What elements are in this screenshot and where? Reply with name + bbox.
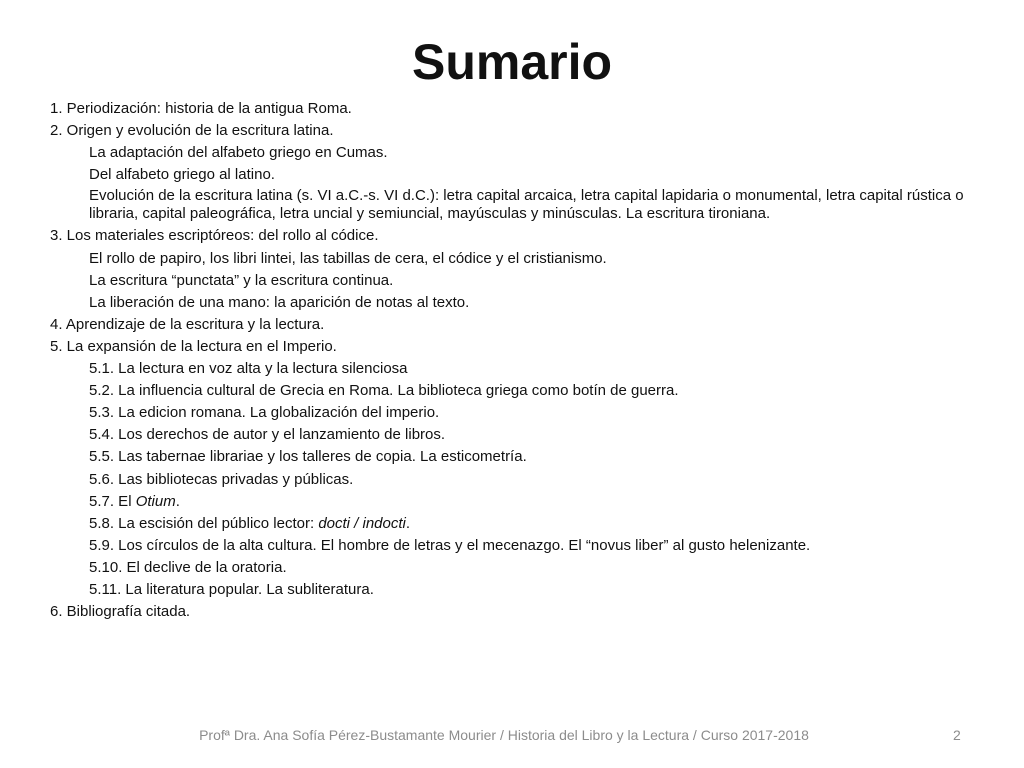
summary-subitem: Evolución de la escritura latina (s. VI a.C.-s. VI d.C.): letra capital arcaica, letra capital lapidaria o monumental, letra capital rústica o libraria, capital paleográfica, letra uncial y semiuncial, mayúsculas y minúsculas. La escritura tironiana. [89,187,964,223]
slide-footer [0,724,1024,746]
summary-subitem: 5.2. La influencia cultural de Grecia en Roma. La biblioteca griega como botín de guerra. [89,382,679,400]
summary-item: 3. Los materiales escriptóreos: del rollo al códice. [50,227,379,245]
summary-list [50,99,990,624]
summary-subitem: 5.1. La lectura en voz alta y la lectura silenciosa [89,360,408,378]
footer-text: Profª Dra. Ana Sofía Pérez-Bustamante Mourier / Historia del Libro y la Lectura / Curso 2017-2018 [199,727,809,743]
summary-subitem: La liberación de una mano: la aparición de notas al texto. [89,293,470,311]
summary-item: 5. La expansión de la lectura en el Imperio. [50,337,337,355]
item-emphasis: Otium [135,492,176,510]
item-prefix: 5.8. La escisión del público lector: [89,514,319,532]
summary-subitem [50,492,990,511]
item-suffix: . [175,492,180,510]
slide-title: Sumario [411,34,613,90]
page-number: 2 [953,727,961,743]
summary-item: 4. Aprendizaje de la escritura y la lectura. [50,315,325,333]
summary-subitem: 5.4. Los derechos de autor y el lanzamiento de libros. [89,426,446,444]
summary-subitem: La escritura “punctata” y la escritura continua. [89,271,394,289]
item-prefix: 5.7. El [89,492,136,510]
summary-subitem: Del alfabeto griego al latino. [89,166,275,184]
summary-subitem: 5.10. El declive de la oratoria. [89,558,287,576]
summary-subitem: 5.11. La literatura popular. La subliteratura. [89,580,374,598]
summary-subitem [50,514,990,533]
summary-subitem: 5.5. Las tabernae librariae y los talleres de copia. La esticometría. [89,448,527,466]
summary-subitem: 5.9. Los círculos de la alta cultura. El hombre de letras y el mecenazgo. El “novus liber” al gusto helenizante. [89,536,811,554]
summary-subitem: 5.6. Las bibliotecas privadas y públicas. [89,470,354,488]
summary-subitem: El rollo de papiro, los libri lintei, las tabillas de cera, el códice y el cristianismo. [89,249,607,267]
summary-subitem: La adaptación del alfabeto griego en Cumas. [89,144,388,162]
summary-item: 6. Bibliografía citada. [50,603,191,621]
summary-item: 1. Periodización: historia de la antigua Roma. [50,100,352,117]
item-emphasis: docti / indocti [318,514,406,532]
summary-item: 2. Origen y evolución de la escritura latina. [50,122,334,140]
item-suffix: . [405,514,411,532]
summary-subitem: 5.3. La edicion romana. La globalización del imperio. [89,404,440,422]
